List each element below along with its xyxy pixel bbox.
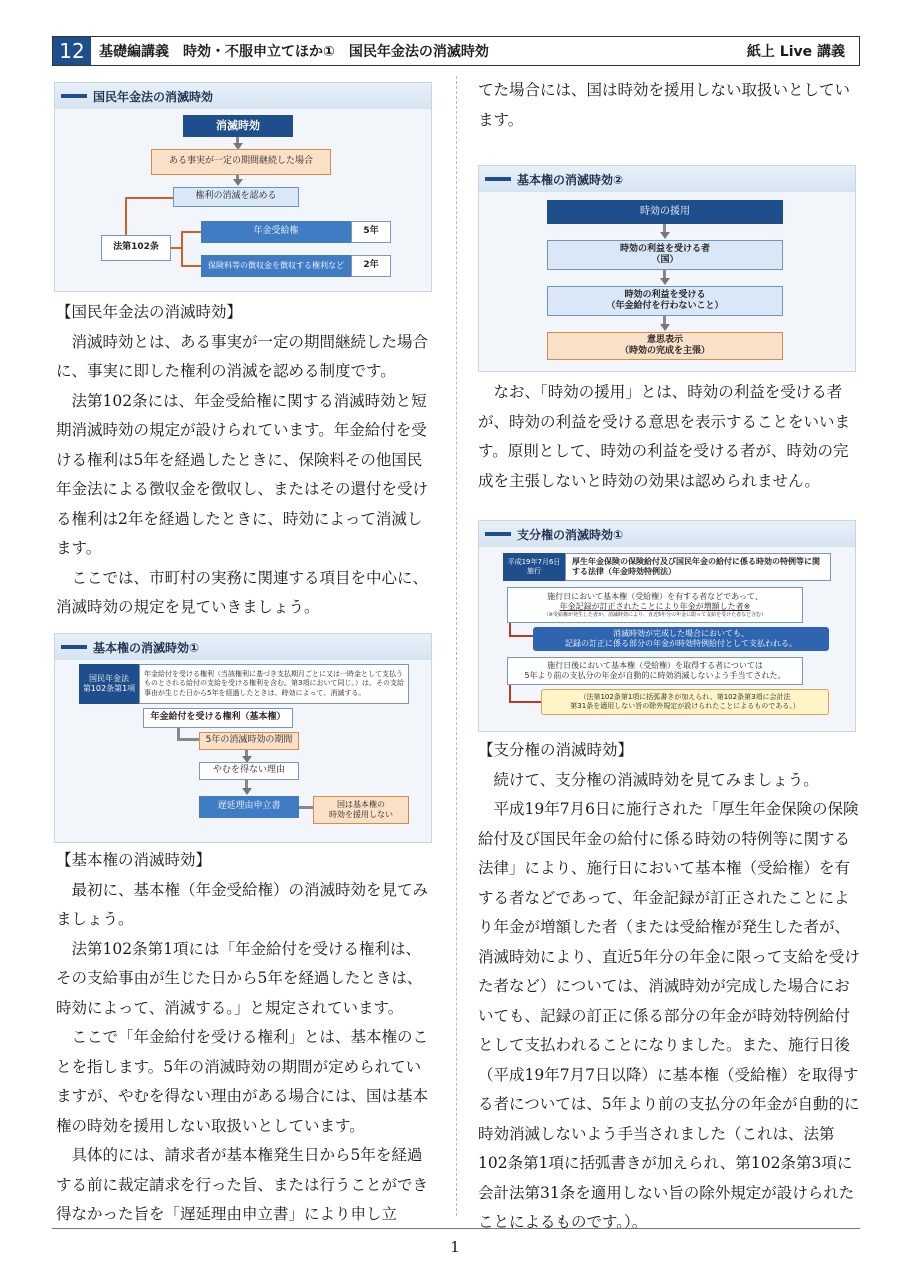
section-heading: 【支分権の消滅時効】 [478,741,634,759]
footer-rule [52,1228,860,1229]
orange-connector [125,197,127,235]
slide-header [55,634,431,660]
right-text-continued [478,76,858,135]
slide-header [479,166,855,192]
arrow-down-icon [233,179,243,186]
slide-kihonken-shoumetsu-jikou-1 [54,633,432,843]
title-bar-icon [485,532,511,536]
row-hokenryo-choshu: 保険料等の徴収金を徴収する権利など [201,255,351,277]
slide-header [55,83,431,109]
box-shikoubigo-kihonken [507,657,803,685]
box-shoumetsu-jikou: 消滅時効 [183,115,293,137]
column-divider [456,76,457,1216]
chapter-number: 12 [53,37,91,65]
page-title: 基礎編講義 時効・不服申立てほか① 国民年金法の消滅時効 [99,44,489,60]
law-text: 年金給付を受ける権利（当該権利に基づき支払期月ごとに又は一時金として支払うものとされる給付の支給を受ける権利を含む。第3項において同じ。）は、その支給事由が生じた日から5年を経過したときは、時効によって、消滅する。 [144,670,404,697]
row-hokenryo-years: 2年 [351,255,391,277]
peach-line1: （法第102条第1項に括弧書きが加えられ、第102条第3項に会計法 [579,693,791,702]
paragraph: 法第102条には、年金受給権に関する消滅時効と短期消滅時効の規定が設けられています。年金給付を受ける権利は5年を経過したときに、保険料その他国民年金法による徴収金を徴収し、またはその還付を受ける権利は2年を経過したときに、時効によって消滅します。 [56,391,429,557]
box1-line2: 年金記録が訂正されたことにより年金が増額した者※ [559,601,751,611]
page-header [52,36,860,66]
paragraph: 法第102条第1項には「年金給付を受ける権利は、その支給事由が生じた日から5年を経過したときは、時効によって、消滅する。」と規定されています。 [56,939,423,1017]
box-rieki-ukeru: 時効の利益を受ける （年金給付を行わないこと） [547,286,783,316]
box-condition: ある事実が一定の期間継続した場合 [151,149,331,175]
law-name: 厚生年金保険の保険給付及び国民年金の給付に係る時効の特例等に関する法律（年金時効特例法） [572,557,820,576]
slide-title: 国民年金法の消滅時効 [93,89,214,104]
box-5nen-kikan: 5年の消滅時効の期間 [199,732,299,750]
paragraph: なお、「時効の援用」とは、時効の利益を受ける者が、時効の利益を受ける意思を表示することをいいます。原則として、時効の利益を受ける者が、時効の完成を主張しないと時効の効果は認められません。 [478,383,851,490]
slide-title: 基本権の消滅時効② [517,172,624,187]
box-jikou-no-enyou: 時効の援用 [547,200,783,224]
box-recognize: 権利の消滅を認める [173,187,299,207]
paragraph: 平成19年7月6日に施行された「厚生年金保険の保険給付及び国民年金の給付に係る時効の特例等に関する法律」により、施行日において基本権（受給権）を有する者などであって、年金記録が訂正されたことにより年金が増額した者（または受給権が発生した者が、消滅時効により、直近5年分の年金に限って支給を受けた者など）については、消滅時効が完成した場合においても、記録の訂正に係る部分の年金が時効特例給付として支払われることになりました。また、施行日後（平成19年7月7日以降）に基本権（受給権）を取得する者については、5年より前の支払分の年金が自動的に時効消滅しないよう手当されました（これは、法第102条第1項に括弧書きが加えられ、第102条第3項に会計法第31条を適用しない旨の除外規定が設けられたことによるものです。）。 [478,800,860,1231]
box-yamuwoenai-riyu: やむを得ない理由 [199,762,299,780]
box-ishi-hyouji: 意思表示 （時効の完成を主張） [547,332,783,360]
red-connector [509,701,541,703]
title-bar-icon [61,94,87,98]
box-shikoubi-kihonken [507,587,803,623]
slide-shibunken-shoumetsu-jikou-1 [478,520,856,732]
row-nenkin-years: 5年 [351,221,391,243]
box1-note: （※受給権が発生した者が、消滅時効により、直近5年分の年金に限って支給を受けた者など含む） [543,611,767,618]
paragraph: てた場合には、国は時効を援用しない取扱いとしています。 [478,81,851,129]
box-law-ref: 国民年金法 第102条第1項 [79,664,139,704]
paragraph: ここでは、市町村の実務に関連する項目を中心に、消滅時効の規定を見ていきましょう。 [56,568,429,616]
paragraph: 具体的には、請求者が基本権発生日から5年を経過する前に裁定請求を行った旨、または行うことができ得なかった旨を「遅延理由申立書」により申し立 [56,1146,429,1223]
box-rieki-ukeru-mono: 時効の利益を受ける者 （国） [547,240,783,270]
page-number: 1 [450,1238,460,1256]
orange-connector [125,197,173,199]
series-label: 紙上 Live 講義 [746,44,845,60]
box2-line1: 施行日後において基本権（受給権）を取得する者については [547,661,763,670]
red-connector [509,635,533,637]
box-chien-riyu: 遅延理由申立書 [199,796,299,818]
arrow-down-icon [242,788,252,795]
blue1-line1: 消滅時効が完成した場合においても、 [613,629,749,638]
section-heading: 【国民年金法の消滅時効】 [56,303,243,321]
slide-kokumin-nenkin-shoumetsu-jikou [54,82,432,292]
orange-connector [181,231,201,233]
orange-connector [181,265,201,267]
slide-kihonken-shoumetsu-jikou-2 [478,165,856,372]
box2-line2: 5年より前の支払分の年金が自動的に時効消滅しないよう手当てされた。 [524,671,786,680]
title-bar-icon [61,645,87,649]
slide-title: 基本権の消滅時効① [93,640,200,655]
box1-line1: 施行日において基本権（受給権）を有する者などであって、 [547,591,763,601]
box-date: 平成19年7月6日 施行 [503,553,565,581]
right-text-note [478,378,862,496]
paragraph: 続けて、支分権の消滅時効を見てみましょう。 [493,770,819,789]
slide-header [479,521,855,547]
arrow-down-icon [660,232,670,239]
orange-connector [181,231,183,267]
box-law-name [565,553,831,581]
box-kihonken: 年金給付を受ける権利（基本権） [143,708,293,728]
paragraph: 消滅時効とは、ある事実が一定の期間継続した場合に、事実に即した権利の消滅を認める制度です。 [56,332,429,380]
arrow-down-icon [660,324,670,331]
box-law-102: 法第102条 [101,235,171,261]
left-text-section-1 [56,298,434,623]
arrow-down-icon [660,278,670,285]
peach-line2: 第31条を適用しない旨の除外規定が設けられたことによるものである。） [570,702,800,710]
left-text-section-2 [56,846,434,1230]
box-law-text [139,664,409,704]
box-tokurei-kyufu [533,627,829,651]
right-text-section-3 [478,736,862,1238]
connector [177,738,199,741]
box-kaikeihou [541,689,829,715]
row-nenkin-jukyuken: 年金受給権 [201,221,351,243]
paragraph: ここで「年金給付を受ける権利」とは、基本権のことを指します。5年の消滅時効の期間が定められていますが、やむを得ない理由がある場合には、国は基本権の時効を援用しない取扱いとしています。 [56,1028,429,1135]
paragraph: 最初に、基本権（年金受給権）の消滅時効を見てみましょう。 [56,880,429,928]
section-heading: 【基本権の消滅時効】 [56,851,212,869]
connector [299,806,313,809]
box-result: 国は基本権の 時効を援用しない [313,796,409,824]
blue1-line2: 記録の訂正に係る部分の年金が時効特例給付として支払われる。 [565,639,797,648]
slide-title: 支分権の消滅時効① [517,527,624,542]
title-bar-icon [485,177,511,181]
